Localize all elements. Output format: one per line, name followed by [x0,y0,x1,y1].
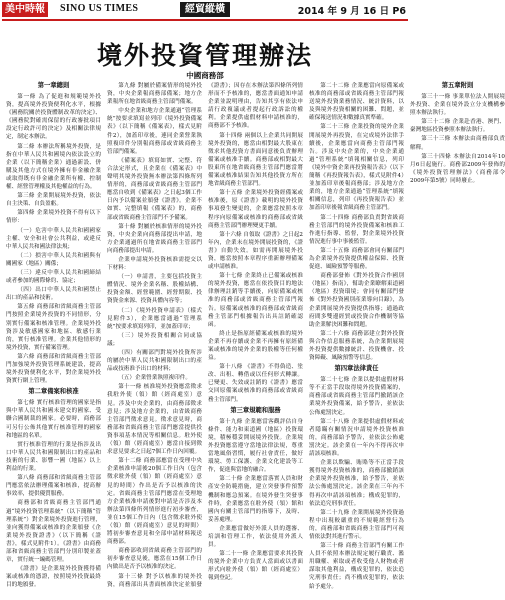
article-paragraph: 商務部發佈《對外投資合作國別（地區）指南》，幫助企業瞭解東道國（地區）投資環境；會同有關部門發佈《對外投資國別產業導向目錄》，為企業開展境外投資提供指導；通過政府間多雙邊經貿或投資合作機制等協助企業解決困難和問題。 [309,273,404,328]
article-paragraph: 第四條 企業境外投資不得有以下情形： [6,210,101,225]
article-paragraph: 第二十五條 商務部會同有關部門為企業境外投資提供權益保障、投資促進、風險預警等服務。 [309,247,404,271]
article-paragraph: 企業以欺騙、賄賂等不正當手段獲得境外投資核准的，商務部撤銷該企業境外投資核准，給予警告，並依法公佈處罰決定。該企業在三年內不得再次申請該項核准；構成犯罪的，依法追究刑事責任。 [309,460,404,507]
article-paragraph: 第十條 對屬於核准情形的境外投資，中央企業向商務部提出申請，地方企業通過所在地省級商務主管部門向商務部提出申請。 [107,223,202,254]
article-paragraph: 第二十三條 企業投資的境外企業開展境外再投資，在完成境外法律手續後，企業應當向商務主管部門報告。涉及中央企業的，中央企業通過“管理系統”填報相關信息，列印《境外中資企業再投資報告表》（以下簡稱《再投資報告表》，樣式見附件4）並加蓋印章後報商務部；涉及地方企業的，地方企業通過“管理系統”填報相關信息，列印《再投資報告表》並加蓋印章後報省級商務主管部門。 [309,124,404,212]
article-paragraph: 第十五條 企業境外投資經備案或核准後，原《證書》載明的境外投資事項發生變更的，企業應當按照本章程序向原備案或核准的商務部或省級商務主管部門辦理變更手續。 [208,190,303,229]
article-paragraph: （四）出口中華人民共和國禁止出口的產品和技術。 [6,287,101,302]
article-paragraph: 第六條 商務部和省級商務主管部門加強境外投資管理系統建設，提高境外投資便利化水平，對企業境外投資實行網上管理。 [6,353,101,385]
article-paragraph: 第十六條 自領取《證書》之日起2年內，企業未在境外開展投資的，《證書》自動失效。如需再開展境外投資，應當按照本章程序重新辦理備案或申請核准。 [208,231,303,271]
article-paragraph: 第十八條 《證書》不得偽造、塗改、出租、轉借或以任何形式轉讓。已變更、失效或註銷的《證書》應當交回原備案或核准的商務部或省級商務主管部門。 [208,364,303,403]
paper-logo: 美中時報 [2,2,48,17]
chapter-heading: 第四章法律責任 [334,365,379,373]
article-paragraph: 企業申請境外投資核准需提交以下材料： [107,256,202,272]
article-paragraph: 第二十九條 企業開展境外投資過程中出現較嚴重的不規範經營行為的，商務部和省級商務主管部門可視情依法對其進行警示。 [309,509,404,540]
section-label: 經貿縱橫 [180,2,230,17]
article-paragraph: 第三十三條 本辦法由商務部負責解釋。 [410,136,505,151]
article-paragraph: 第五條 商務部和省級商務主管部門按照企業境外投資的不同情形，分別實行備案和核准管理。企業境外投資涉及敏感國家和地區、敏感行業的，實行核准管理。企業其他情形的境外投資，實行備案管理。 [6,304,101,351]
chapter-heading: 第一章總則 [37,82,70,89]
article-paragraph: 商務部和省級商務主管部門通過“境外投資管理系統”（以下簡稱“管理系統”）對企業境外投資進行管理，並向獲得備案或核准的企業頒發《企業境外投資證書》（以下簡稱《證書》，樣式見附件1）。《證書》由商務部和省級商務主管部門分別印製並蓋章，實行統一編碼管理。 [6,500,101,564]
article-paragraph: 第十三條 對予以核准的境外投資，商務部出具書面核准決定並頒發《證書》；因存在本辦法第四條所列情形而不予核准的，應當書面通知申請企業並說明理由，告知其享有依法申請行政複議或者提起行政訴訟的權利。企業提供虛假材料申請核准的，商務部不予核准。 [107,83,303,588]
article-paragraph: 實行核准管理的行業是指涉及出口中華人民共和國限制出口的產品和技術的行業、影響一國（地區）以上利益的行業。 [6,441,101,473]
article-paragraph: 第二十一條 企業應當要求其投資的境外企業中方負責人當面或以書面形式向駐外使（領）館（經商處室）報到登記。 [208,551,303,582]
article-paragraph: 第十一條 核准境外投資應當徵求我駐外使（領）館（經商處室）意見。涉及中央企業的，由商務部徵求意見；涉及地方企業的，由省級商務主管部門徵求意見。徵求意見時，商務部和省級商務主管部門應當提供投資事項基本情況等相關信息。駐外使（領）館（經商處室）應當自接到徵求意見要求之日起7個工作日內回覆。 [107,384,202,456]
article-paragraph: 第二十六條 商務部建立對外投資與合作信息服務系統，為企業開展境外投資提供數據統計、投資機會、投資障礙、風險預警等信息。 [309,330,404,362]
article-paragraph: 第八條 商務部和省級商務主管部門應當依法辦理備案和核准，提高辦事效率，提供優質服務。 [6,475,101,498]
article-paragraph: 第九條 對屬於備案情形的境外投資，中央企業報商務部備案；地方企業報所在地省級商務主管部門備案。 [107,83,202,106]
article-paragraph: 第三十四條 本辦法自2014年10月6日起施行。商務部2009年發佈的《境外投資管理辦法》（商務部令2009年第5號）同時廢止。 [410,153,505,184]
article-paragraph: 《證書》是企業境外投資獲得備案或核准的憑證，按照境外投資最終目的地頒發。 [6,566,101,589]
date-page: 2014 年 9 月 16 日 P6 [297,6,406,17]
article-paragraph: 第二條 本辦法所稱境外投資，是指在中華人民共和國境內依法設立的企業（以下簡稱企業）通過新設、併購及其他方式在境外擁有非金融企業或取得既有非金融企業所有權、控制權、經營管理權及其他權益的行為。 [6,143,101,191]
article-paragraph: 企業應當做好外派人員的選審、培訓和管理工作，依法使用外派人員。 [208,525,303,549]
article-paragraph: 第十九條 企業應當客觀評估自身條件、能力和東道國（地區）投資環境，積極穩妥開展境外投資。企業境外投資應當遵守當地法律法規，尊重當地風俗習慣，履行社會責任，做好環境、勞工保護、企業文化建設等工作，促進與當地的融合。 [208,418,303,474]
article-paragraph: 第三十一條 事業單位法人開展境外投資、企業在境外設立分支機構參照本辦法執行。 [410,94,505,117]
article-paragraph: 《備案表》填寫如實、完整、符合法定形式，且企業在《備案表》中聲明其境外投資無本辦法第四條所列情形的，商務部或省級商務主管部門應當自收到《備案表》之日起3個工作日內予以備案並頒發《證書》。企業不如實、完整填報《備案表》的，商務部或省級商務主管部門不予備案。 [107,157,202,221]
article-paragraph: 中央企業和地方企業通過“管理系統”按要求填寫並列印《境外投資備案表》（以下簡稱《備案表》，樣式見附件2），加蓋印章後，連同企業營業執照複印件分別報商務部或省級商務主管部門備案。 [107,108,202,155]
article-paragraph: 第三十二條 企業赴香港、澳門、臺灣地區投資參照本辦法執行。 [410,119,505,134]
article-paragraph: 第七條 實行核准管理的國家是指與中華人民共和國未建交的國家、受聯合國制裁的國家。必要時，商務部可另行公佈其他實行核准管理的國家和地區的名單。 [6,400,101,439]
article-paragraph: （四）有關部門對境外投資所涉的屬於中華人民共和國限制出口的產品或技術准予出口的材料； [107,350,202,373]
article-paragraph: 第二十四條 商務部負責對省級商務主管部門的境外投資備案和核准工作進行指導、監督，對企業境外投資情況進行事中事後監管。 [309,214,404,245]
article-paragraph: （一）申請書，主要包括投資主體情況、境外企業名稱、股權結構、投資金額、經營範圍、經營期限、投資資金來源、投資具體內容等； [107,274,202,305]
article-paragraph: 第三條 企業開展境外投資，依法自主決策、自負盈虧。 [6,193,101,208]
chapter-heading: 第五章附則 [441,82,474,89]
article-paragraph: 第十七條 企業終止已備案或核准的境外投資，應當在依投資目的地法律辦理註銷等手續後，向原備案或核准的商務部或省級商務主管部門報告。原備案或核准的商務部或省級商務主管部門根據報告出具註銷確認函。 [208,273,303,328]
article-paragraph: （五）企業營業執照複印件。 [118,375,191,382]
article-paragraph: （二）損害中華人民共和國與有關國家（地區）關係； [6,252,101,267]
masthead-rule [2,19,408,21]
article-title: 境外投資管理辦法 [96,41,313,70]
article-body [6,82,505,594]
article-paragraph: 第二十二條 企業應當向原備案或核准的商務部或省級商務主管部門報送境外投資業務情況、統計資料，以及與境外投資相關的困難、問題，並確保報送情況和數據真實準確。 [309,83,404,122]
article-paragraph: （二）《境外投資申請表》（樣式見附件3），企業應當通過“管理系統”按要求填寫列印，並加蓋印章； [107,307,202,330]
article-paragraph: 第二十八條 企業提供虛假材料或者隱瞞有關情況申請境外投資核准的，商務部給予警告，並依法公佈處罰決定。該企業在一年內不得再次申請該項核准。 [309,418,404,458]
article-paragraph: 終止是指原經備案或核准的境外企業不再存續或企業不再擁有原經備案或核准的境外企業的股權等任何權益。 [208,330,303,362]
masthead [2,0,408,19]
chapter-heading: 第三章規範和服務 [230,406,281,414]
article-paragraph: 第二十條 企業應當落實人員和財產安全防範措施，建立突發事件預警機制和應急預案。在境外發生突發事件時，企業應當在駐外使（領）館和國內有關主管部門的指導下，及時、妥善處理。 [208,476,303,523]
article-paragraph: （三）境外投資相關合同或協議； [107,332,202,347]
article-paragraph: 第三十條 商務主管部門有關工作人員不依照本辦法規定履行職責、濫用職權、索取或者收受他人財物或者謀取其他利益，構成犯罪的，依法追究刑事責任；尚不構成犯罪的，依法給予處分。 [309,543,404,590]
article-paragraph: 第十二條 商務部應當在受理中央企業核准申請後20個工作日內（包含徵求駐外使（領）館（經商處室）意見的時間）作出是否予以核准的決定。省級商務主管部門應當在受理地方企業核准申請後對申請是否涉及本辦法第四條所列情形進行初步審查，並在15個工作日內（包含徵求駐外使（領）館（經商處室）意見的時間）將初步審查意見和全部申請材料報送商務部。 [107,458,202,546]
article-paragraph: 第十四條 兩個以上企業共同開展境外投資的，應當由相對最大股東在徵求其他投資方書面同意後負責辦理備案或核准手續。商務部或相對最大股東所在地省級商務主管部門應當將備案或核准結果告知其他投資方所在地省級商務主管部門。 [208,132,303,188]
article-paragraph: 第一條 為了促進和規範境外投資，提高境外投資便利化水平，根據《國務院關於投資體制改革的決定》、《國務院對確需保留的行政審批項目設定行政許可的決定》及相關法律規定，制定本辦法。 [6,94,101,141]
article-byline: 中國商務部 [186,71,224,80]
article-paragraph: 第二十七條 企業以提供虛假材料等不正當手段取得境外投資備案的，商務部或省級商務主管部門撤銷該企業境外投資備案，給予警告，並依法公佈處罰決定。 [309,377,404,416]
article-paragraph: 商務部收到省級商務主管部門的初步審查意見後，應當在15個工作日內做出是否予以核准的決定。 [107,548,202,571]
chapter-heading: 第二章備案和核准 [28,388,79,396]
article-paragraph: （一）危害中華人民共和國國家主權、安全和社會公共利益，或違反中華人民共和國法律法規； [6,227,101,250]
paper-english-name: SINO US TIMES [60,3,139,14]
article-paragraph: （三）違反中華人民共和國締結或者參加的國際條約、協定； [6,269,101,285]
